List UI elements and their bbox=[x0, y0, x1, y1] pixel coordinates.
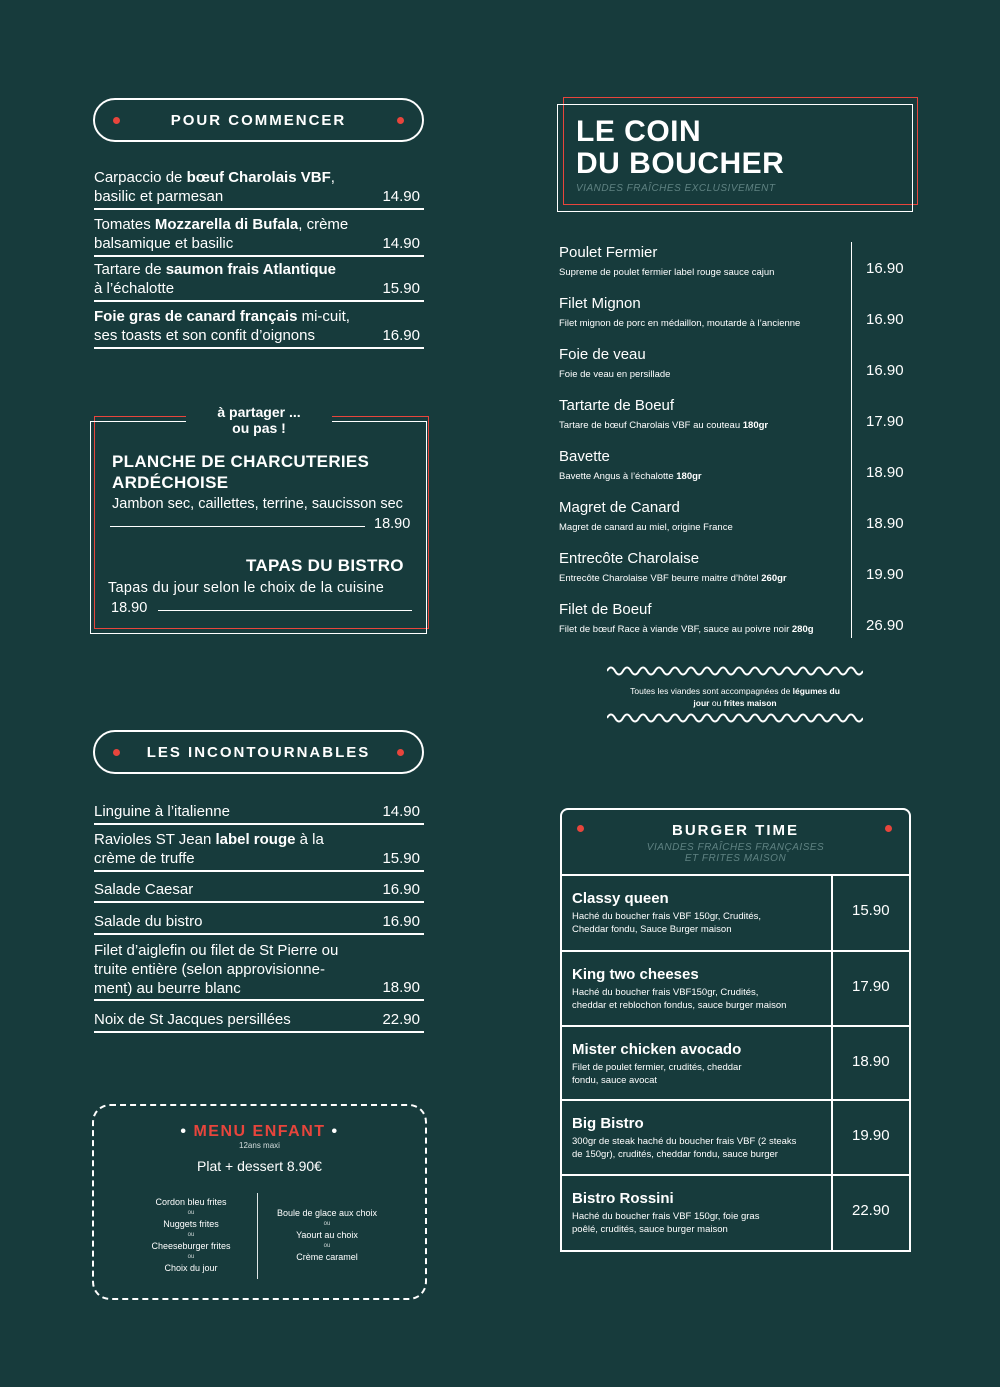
starter-text: mi-cuit, bbox=[297, 308, 350, 325]
boucher-item bbox=[559, 601, 849, 637]
dot-icon bbox=[113, 749, 120, 756]
burger-subtitle-line2: ET FRITES MAISON bbox=[684, 853, 787, 864]
menu-option: Cheeseburger frites bbox=[151, 1241, 231, 1251]
bullet-icon: • bbox=[180, 1123, 188, 1140]
desc-line2: poêlé, crudités, sauce burger maison bbox=[572, 1223, 728, 1235]
note-bold1: légumes du bbox=[792, 686, 840, 696]
burger-subtitle-line1: VIANDES FRAÎCHES FRANÇAISES bbox=[646, 842, 825, 853]
incontournables-header bbox=[93, 730, 424, 774]
starter-price: 14.90 bbox=[382, 188, 420, 205]
bullet-icon: • bbox=[331, 1123, 339, 1140]
dish-text: Salade du bistro bbox=[94, 913, 203, 930]
menu-enfant-desserts bbox=[260, 1207, 394, 1263]
wave-top-icon bbox=[607, 664, 863, 678]
boucher-item-name: Poulet Fermier bbox=[559, 244, 658, 261]
section-title: LES INCONTOURNABLES bbox=[146, 743, 371, 761]
partager-heading bbox=[186, 404, 332, 436]
burger-item-name: Bistro Rossini bbox=[572, 1190, 674, 1207]
main-dish-name bbox=[94, 941, 384, 998]
planche-title-line1: PLANCHE DE CHARCUTERIES bbox=[112, 452, 370, 471]
main-dish-name bbox=[94, 830, 384, 868]
section-title: POUR COMMENCER bbox=[170, 111, 347, 129]
starter-row bbox=[94, 168, 424, 210]
desc-text: Bavette Angus à l’échalotte bbox=[559, 471, 677, 482]
desc-bold-text: 180gr bbox=[676, 471, 702, 482]
menu-option: Crème caramel bbox=[296, 1252, 358, 1262]
boucher-item-desc bbox=[559, 317, 849, 331]
boucher-note bbox=[612, 685, 858, 709]
burger-item-price: 17.90 bbox=[852, 978, 890, 995]
starter-name bbox=[94, 215, 364, 253]
starter-bold-text: bœuf Charolais VBF bbox=[186, 169, 331, 186]
boucher-item bbox=[559, 448, 849, 484]
burger-item-name: Classy queen bbox=[572, 890, 669, 907]
desc-line1: Haché du boucher frais VBF 150gr, foie gras bbox=[572, 1211, 760, 1222]
desc-text: Supreme de poulet fermier label rouge sauce cajun bbox=[559, 267, 775, 278]
starter-row bbox=[94, 307, 424, 349]
boucher-item-name: Magret de Canard bbox=[559, 499, 680, 516]
separator-text: ou bbox=[187, 1232, 195, 1238]
starter-name bbox=[94, 168, 364, 206]
starter-bold-text: Foie gras de canard français bbox=[94, 308, 298, 325]
dish-text-line3: ment) au beurre blanc bbox=[94, 980, 241, 997]
tapas-desc: Tapas du jour selon le choix de la cuisine bbox=[108, 580, 385, 596]
main-dish-row bbox=[94, 802, 424, 825]
dot-icon bbox=[397, 749, 404, 756]
boucher-item-price: 18.90 bbox=[866, 464, 904, 481]
desc-bold-text: 280g bbox=[791, 624, 814, 635]
burger-item-price: 19.90 bbox=[852, 1127, 890, 1144]
boucher-item-name: Entrecôte Charolaise bbox=[559, 550, 700, 567]
starter-text-line2: basilic et parmesan bbox=[94, 188, 224, 205]
boucher-item-desc bbox=[559, 419, 849, 433]
menu-option: Nuggets frites bbox=[163, 1219, 219, 1229]
boucher-item-price: 16.90 bbox=[866, 362, 904, 379]
starter-text: Carpaccio de bbox=[94, 169, 187, 186]
menu-enfant-title bbox=[92, 1123, 427, 1141]
burger-box-bottom bbox=[560, 1250, 911, 1252]
boucher-item-desc bbox=[559, 368, 849, 382]
main-dish-row bbox=[94, 1010, 424, 1033]
boucher-item bbox=[559, 346, 849, 382]
boucher-title-line2: DU BOUCHER bbox=[576, 147, 785, 180]
planche-title-line2: ARDÉCHOISE bbox=[112, 473, 229, 492]
starter-text: , bbox=[330, 169, 335, 186]
menu-option: Choix du jour bbox=[164, 1263, 218, 1273]
burger-title: BURGER TIME bbox=[672, 822, 799, 839]
main-dish-name bbox=[94, 880, 384, 899]
main-dish-price: 22.90 bbox=[382, 1011, 420, 1028]
starter-row bbox=[94, 260, 424, 302]
partager-heading-line1: à partager ... bbox=[217, 404, 301, 420]
boucher-item-price: 17.90 bbox=[866, 413, 904, 430]
boucher-subtitle: VIANDES FRAÎCHES EXCLUSIVEMENT bbox=[576, 183, 776, 194]
dish-text: à la bbox=[295, 831, 324, 848]
tapas-title: TAPAS DU BISTRO bbox=[246, 556, 404, 575]
boucher-item-price: 16.90 bbox=[866, 260, 904, 277]
starter-text-line2: balsamique et basilic bbox=[94, 235, 234, 252]
boucher-item bbox=[559, 244, 849, 280]
desc-bold-text: 180gr bbox=[742, 420, 769, 431]
starter-price: 14.90 bbox=[382, 235, 420, 252]
tapas-line bbox=[158, 610, 412, 611]
boucher-item-price: 19.90 bbox=[866, 566, 904, 583]
desc-text: Filet de bœuf Race à viande VBF, sauce au poivre noir bbox=[559, 624, 792, 635]
boucher-item bbox=[559, 550, 849, 586]
burger-subtitle bbox=[560, 842, 911, 864]
starter-price: 16.90 bbox=[382, 327, 420, 344]
main-dish-row bbox=[94, 912, 424, 935]
boucher-item-desc bbox=[559, 266, 849, 280]
menu-enfant-plats bbox=[126, 1196, 256, 1274]
starter-text-line2: à l’échalotte bbox=[94, 280, 175, 297]
boucher-item-price: 26.90 bbox=[866, 617, 904, 634]
main-dish-price: 15.90 bbox=[382, 850, 420, 867]
starter-row bbox=[94, 215, 424, 257]
boucher-item-price: 18.90 bbox=[866, 515, 904, 532]
menu-option: Boule de glace aux choix bbox=[276, 1208, 378, 1218]
starter-bold-text: saumon frais Atlantique bbox=[165, 261, 337, 278]
boucher-vertical-line bbox=[851, 242, 852, 638]
desc-line2: fondu, sauce avocat bbox=[572, 1074, 658, 1086]
menu-enfant-divider bbox=[257, 1193, 258, 1279]
boucher-item-desc bbox=[559, 572, 849, 586]
boucher-item-price: 16.90 bbox=[866, 311, 904, 328]
dish-bold-text: label rouge bbox=[215, 831, 296, 848]
separator-text: ou bbox=[323, 1243, 331, 1249]
burger-item-name: Mister chicken avocado bbox=[572, 1041, 742, 1058]
planche-price: 18.90 bbox=[374, 516, 411, 532]
boucher-item-name: Tartarte de Boeuf bbox=[559, 397, 675, 414]
menu-enfant-title-text: MENU ENFANT bbox=[193, 1123, 326, 1140]
note-mid: ou bbox=[709, 698, 724, 708]
starter-text: Tartare de bbox=[94, 261, 166, 278]
note-pre: Toutes les viandes sont accompagnées de bbox=[630, 686, 793, 696]
note-bold2: frites maison bbox=[723, 698, 777, 708]
planche-title bbox=[112, 451, 369, 493]
dish-text: Linguine à l’italienne bbox=[94, 803, 230, 820]
starter-price: 15.90 bbox=[382, 280, 420, 297]
desc-line1: Haché du boucher frais VBF150gr, Crudités, bbox=[572, 987, 759, 998]
main-dish-row bbox=[94, 830, 424, 872]
note-bold1b: jour bbox=[693, 698, 710, 708]
main-dish-price: 14.90 bbox=[382, 803, 420, 820]
burger-item-name: Big Bistro bbox=[572, 1115, 644, 1132]
boucher-item bbox=[559, 295, 849, 331]
burger-item-name: King two cheeses bbox=[572, 966, 699, 983]
dish-text-line2: truite entière (selon approvisionne- bbox=[94, 961, 325, 978]
desc-line1: Filet de poulet fermier, crudités, cheddar bbox=[572, 1062, 742, 1073]
boucher-item-name: Bavette bbox=[559, 448, 610, 465]
dish-text-line2: crème de truffe bbox=[94, 850, 195, 867]
desc-line2: de 150gr), crudités, cheddar fondu, sauce burger bbox=[572, 1148, 778, 1160]
planche-desc: Jambon sec, caillettes, terrine, saucisson sec bbox=[112, 496, 403, 512]
partager-heading-line2: ou pas ! bbox=[232, 420, 286, 436]
boucher-item-desc bbox=[559, 623, 849, 637]
main-dish-row bbox=[94, 880, 424, 903]
separator-text: ou bbox=[187, 1210, 195, 1216]
main-dish-name bbox=[94, 1010, 384, 1029]
desc-text: Tartare de bœuf Charolais VBF au couteau bbox=[559, 420, 743, 431]
starter-text: , crème bbox=[298, 216, 349, 233]
main-dish-price: 16.90 bbox=[382, 913, 420, 930]
planche-line bbox=[110, 526, 365, 527]
main-dish-name bbox=[94, 912, 384, 931]
boucher-title-line1: LE COIN bbox=[576, 115, 702, 148]
main-dish-price: 16.90 bbox=[382, 881, 420, 898]
dish-text: Filet d’aiglefin ou filet de St Pierre ou bbox=[94, 942, 339, 959]
dot-icon bbox=[113, 117, 120, 124]
starter-bold-text: Mozzarella di Bufala bbox=[154, 216, 299, 233]
menu-option: Yaourt au choix bbox=[296, 1230, 358, 1240]
desc-line1: 300gr de steak haché du boucher frais VBF (2 steaks bbox=[572, 1136, 797, 1147]
desc-text: Entrecôte Charolaise VBF beurre maitre d’hôtel bbox=[559, 573, 762, 584]
desc-line2: Cheddar fondu, Sauce Burger maison bbox=[572, 923, 732, 935]
desc-text: Filet mignon de porc en médaillon, moutarde à l’ancienne bbox=[559, 318, 801, 329]
menu-enfant-subtitle: 12ans maxi bbox=[239, 1141, 280, 1150]
boucher-item-desc bbox=[559, 521, 849, 535]
separator-text: ou bbox=[187, 1254, 195, 1260]
desc-text: Magret de canard au miel, origine France bbox=[559, 522, 733, 533]
tapas-price: 18.90 bbox=[111, 600, 148, 616]
burger-item-price: 15.90 bbox=[852, 902, 890, 919]
desc-line2: cheddar et reblochon fondus, sauce burger maison bbox=[572, 999, 787, 1011]
boucher-item-desc bbox=[559, 470, 849, 484]
menu-option: Cordon bleu frites bbox=[155, 1197, 227, 1207]
burger-item-price: 18.90 bbox=[852, 1053, 890, 1070]
boucher-title bbox=[576, 116, 784, 180]
starter-name bbox=[94, 260, 364, 298]
starter-text: Tomates bbox=[94, 216, 155, 233]
dish-text: Noix de St Jacques persillées bbox=[94, 1011, 291, 1028]
boucher-item bbox=[559, 499, 849, 535]
boucher-item-name: Filet Mignon bbox=[559, 295, 641, 312]
desc-text: Foie de veau en persillade bbox=[559, 369, 671, 380]
dish-text: Ravioles ST Jean bbox=[94, 831, 216, 848]
pour-commencer-header bbox=[93, 98, 424, 142]
starter-text-line2: ses toasts et son confit d’oignons bbox=[94, 327, 315, 344]
main-dish-row bbox=[94, 941, 424, 1001]
main-dish-name bbox=[94, 802, 384, 821]
dot-icon bbox=[397, 117, 404, 124]
starter-name bbox=[94, 307, 364, 345]
menu-enfant-offer: Plat + dessert 8.90€ bbox=[197, 1158, 322, 1174]
main-dish-price: 18.90 bbox=[382, 979, 420, 996]
dish-text: Salade Caesar bbox=[94, 881, 194, 898]
boucher-item-name: Foie de veau bbox=[559, 346, 646, 363]
separator-text: ou bbox=[323, 1221, 331, 1227]
boucher-item bbox=[559, 397, 849, 433]
wave-bottom-icon bbox=[607, 711, 863, 725]
burger-item-price: 22.90 bbox=[852, 1202, 890, 1219]
desc-bold-text: 260gr bbox=[761, 573, 787, 584]
desc-line1: Haché du boucher frais VBF 150gr, Crudités, bbox=[572, 911, 762, 922]
boucher-item-name: Filet de Boeuf bbox=[559, 601, 652, 618]
